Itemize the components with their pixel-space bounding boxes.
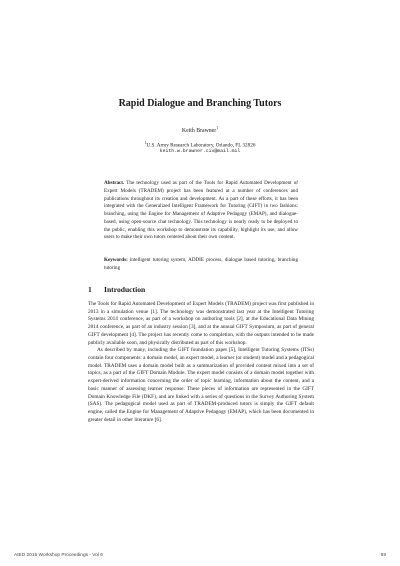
- affiliation-mark: 1: [144, 141, 147, 145]
- abstract-block: [104, 180, 298, 242]
- body-paragraph: The Tools for Rapid Automated Development of Expert Models (TRADEM) project was first published in 2013 in a simulation venue [1]. The technology was demonstrated last year at the Intelligent Tutoring Systems 2014 conference, as part of a workshop on authoring tools [2], at the Educational Data Mining 2014 conference, as part of an industry session [3], and at the annual GIFT Symposium, as part of general GIFT development [4]. The project has recently come to completion, with the outputs intended to be made publicly available soon, and physically distributed as part of this workshop.: [88, 301, 314, 346]
- section-title: Introduction: [104, 285, 146, 294]
- footer-proceedings: AIED 2015 Workshop Proceedings - Vol 6: [14, 553, 103, 558]
- author-name: Keith Brawner: [181, 127, 217, 134]
- keywords-text: intelligent tutoring system, ADDIE process, dialogue based tutoring, branching tutoring: [104, 257, 298, 271]
- keywords-block: [104, 257, 298, 273]
- keywords-label: Keywords:: [104, 257, 128, 263]
- section-heading: [88, 285, 328, 294]
- author-affiliation-mark: 1: [216, 126, 219, 130]
- body-paragraph: As described by many, including the GIFT foundation paper [5], Intelligent Tutoring Systems (ITSs) contain four components: a domain model, an expert model, a learner (or student) model and a pedagogical model. TRADEM uses a domain model built as a summarization of provided content mixed into a set of topics, as a part of the GIFT Domain Module. The expert model consists of a domain model together with expert-derived information concerning the order of topic learning, information about the content, and a basic manner of assessing learner response. These pieces of information are represented in the GIFT Domain Knowledge File (DKF), and are linked with a series of questions in the Survey Authoring System (SAS). The pedagogical model used as part of TRADEM-produced tutors is simply the GIFT default engine, called the Engine for Management of Adaptive Pedagogy (EMAP), which has been documented in greater detail in other literature [6].: [88, 347, 314, 423]
- abstract-text: The technology used as part of the Tools for Rapid Automated Development of Expert Models (TRADEM) project has been featured at a number of conferences and publications throughout its creation and development. As a part of these efforts, it has been integrated with the Generalized Intelligent Framework for Tutoring (GIFT) in two fashions: branching, using the Engine for Management of Adaptive Pedagogy (EMAP), and dialogue-based, using open-source chat technology. This technology is nearly ready to be deployed to the public, enabling this workshop to demonstrate its capability, highlight its use, and allow users to make their own tutors centered about their own content.: [104, 180, 298, 241]
- author-email: keith.w.brawner.civ@mail.mil: [159, 149, 241, 154]
- section-number: 1: [88, 285, 92, 294]
- footer-page-number: 69: [380, 553, 386, 558]
- abstract-label: Abstract.: [104, 180, 125, 186]
- author-line: [0, 126, 400, 134]
- affiliation-text: U.S. Army Research Laboratory, Orlando, FL 32826: [146, 142, 256, 149]
- section-body: [88, 301, 314, 425]
- affiliation-line: [0, 141, 400, 149]
- paper-title: Rapid Dialogue and Branching Tutors: [118, 98, 282, 109]
